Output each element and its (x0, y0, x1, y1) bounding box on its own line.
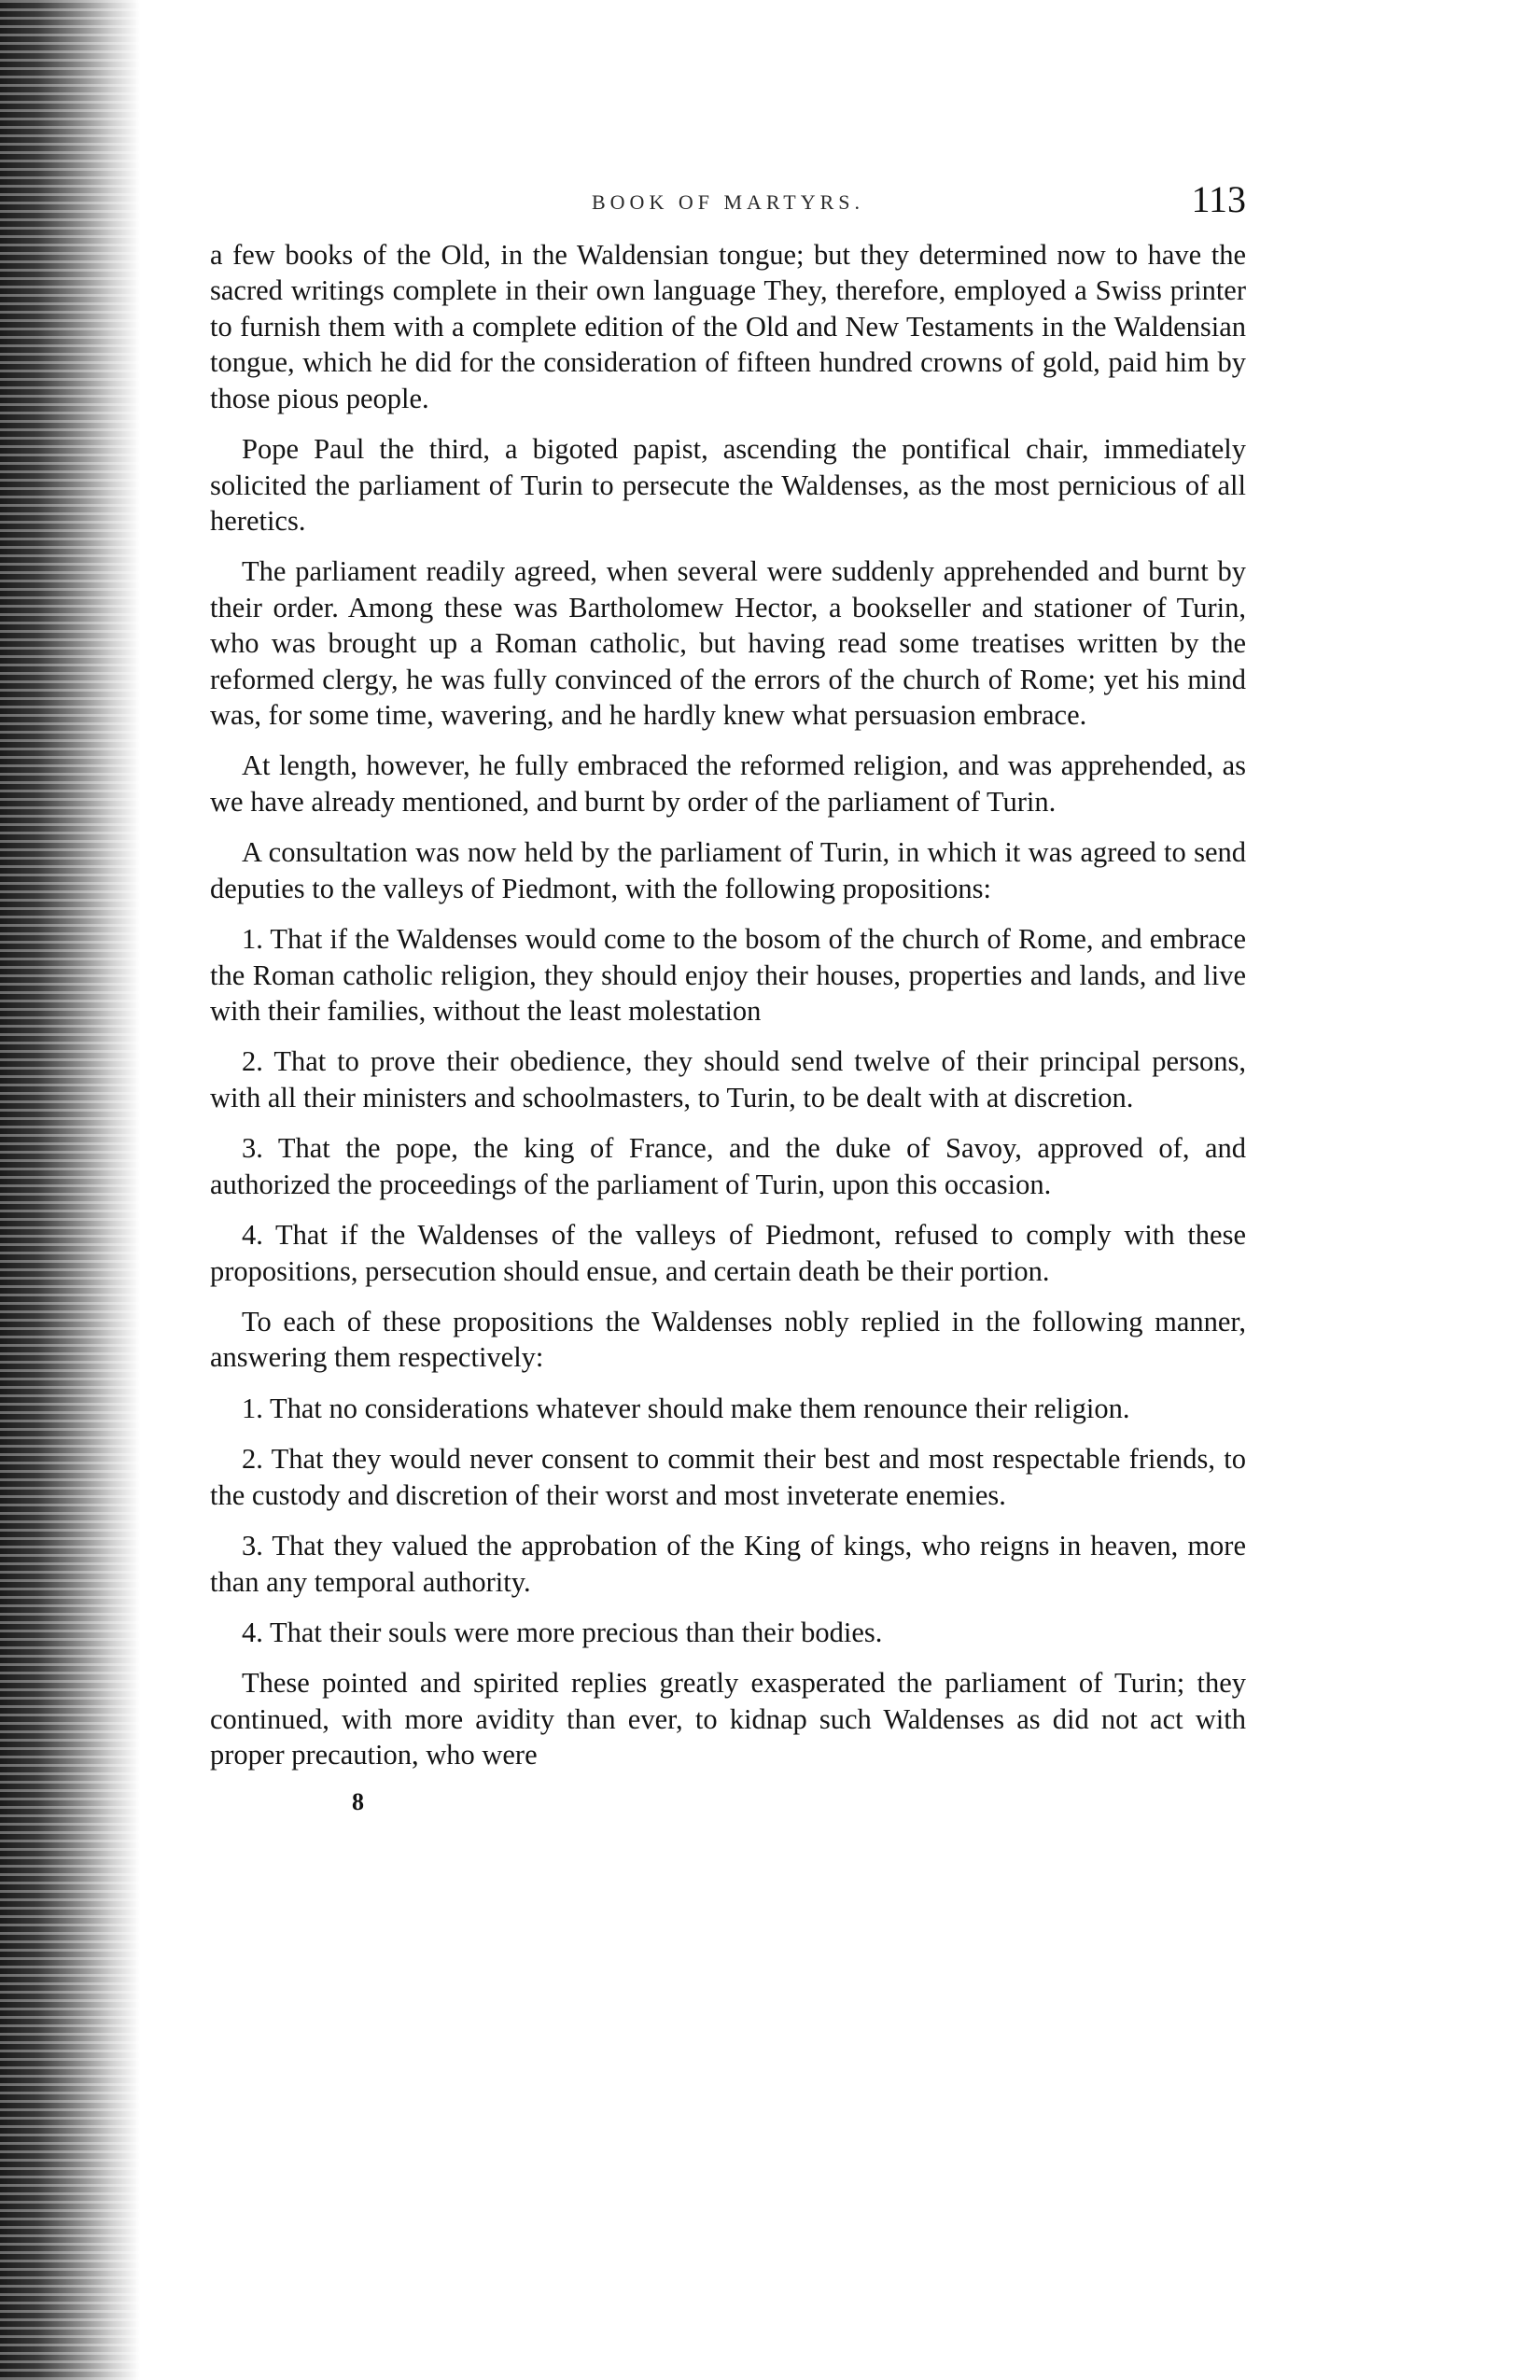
proposition-item: 2. That to prove their obedience, they should send twelve of their principal persons, with all their ministers and schoolmasters, to Turin, to be dealt with at discretion. (210, 1045, 1246, 1113)
page-number: 113 (1191, 178, 1246, 220)
reply-item: 4. That their souls were more precious than their bodies. (242, 1616, 883, 1648)
reply-item: 1. That no considerations whatever should make them renounce their religion. (242, 1392, 1130, 1424)
paragraph: a few books of the Old, in the Waldensian tongue; but they determined now to have the sacred writings complete in their own language They, therefore, employed a Swiss printer to furnish them with a complete edition of the Old and New Testaments in the Waldensian tongue, which he did for the consideration of fifteen hundred crowns of gold, paid him by those pious people. (210, 239, 1246, 414)
scanned-page-edge (0, 0, 140, 2380)
paragraph: A consultation was now held by the parliament of Turin, in which it was agreed to send deputies to the valleys of Piedmont, with the following propositions: (210, 836, 1246, 904)
paragraph: Pope Paul the third, a bigoted papist, ascending the pontifical chair, immediately solicited the parliament of Turin to persecute the Waldenses, as the most pernicious of all heretics. (210, 433, 1246, 537)
book-page (210, 177, 1246, 2343)
reply-item: 2. That they would never consent to commit their best and most respectable friends, to the custody and discretion of their worst and most inveterate enemies. (210, 1443, 1246, 1511)
signature-mark: 8 (352, 1787, 364, 1815)
reply-item: 3. That they valued the approbation of the King of kings, who reigns in heaven, more than any temporal authority. (210, 1530, 1246, 1598)
running-head (210, 177, 1246, 230)
paragraph: At length, however, he fully embraced the reformed religion, and was apprehended, as we have already mentioned, and burnt by order of the parliament of Turin. (210, 749, 1246, 818)
paragraph: To each of these propositions the Waldenses nobly replied in the following manner, answering them respectively: (210, 1305, 1246, 1374)
paragraph: These pointed and spirited replies greatly exasperated the parliament of Turin; they continued, with more avidity than ever, to kidnap such Waldenses as did not act with proper precaution, who were (210, 1667, 1246, 1771)
running-title: BOOK OF MARTYRS. (592, 190, 864, 214)
proposition-item: 3. That the pope, the king of France, and the duke of Savoy, approved of, and authorized the proceedings of the parliament of Turin, upon this occasion. (210, 1132, 1246, 1200)
proposition-item: 1. That if the Waldenses would come to the bosom of the church of Rome, and embrace the Roman catholic religion, they should enjoy their houses, properties and lands, and live with their families, without the least molestation (210, 923, 1246, 1028)
paragraph: The parliament readily agreed, when several were suddenly apprehended and burnt by their order. Among these was Bartholomew Hector, a bookseller and stationer of Turin, who was brought up a Roman catholic, but having read some treatises written by the reformed clergy, he was fully convinced of the errors of the church of Rome; yet his mind was, for some time, wavering, and he hardly knew what persuasion embrace. (210, 555, 1246, 732)
proposition-item: 4. That if the Waldenses of the valleys of Piedmont, refused to comply with these propositions, persecution should ensue, and certain death be their portion. (210, 1219, 1246, 1287)
body-text (210, 237, 1246, 1773)
